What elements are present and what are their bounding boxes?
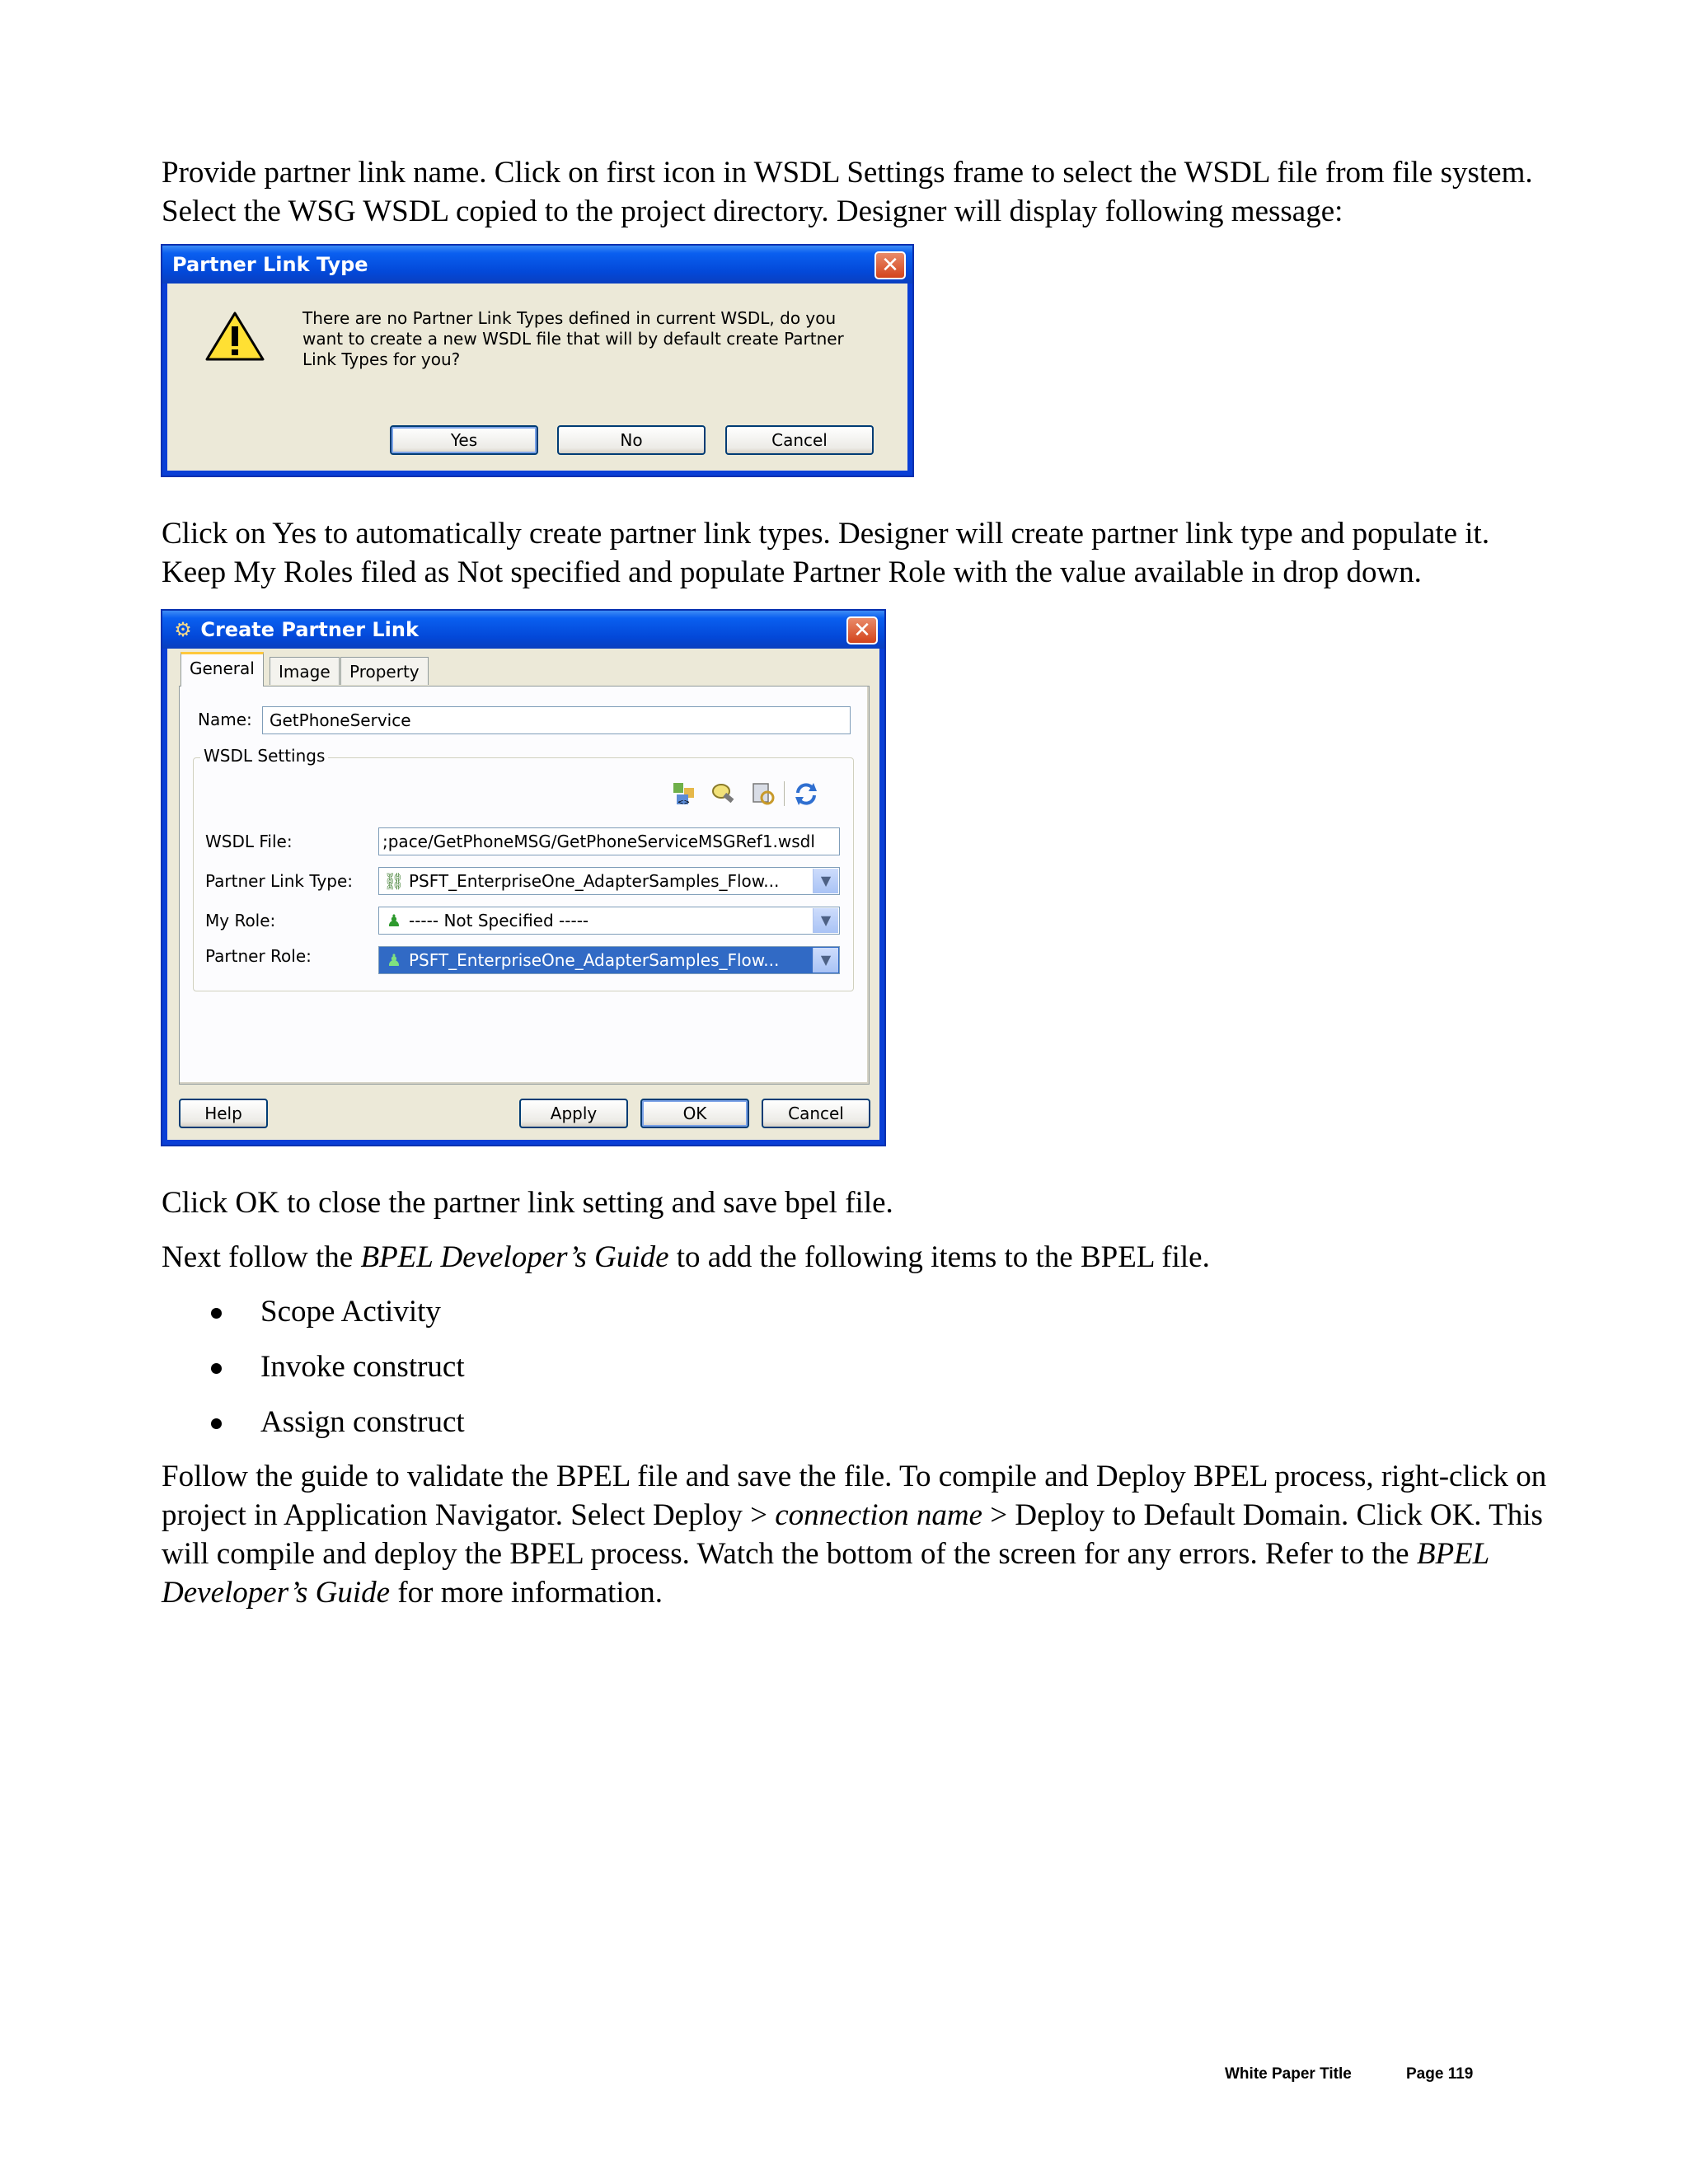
partner-link-type-dialog: [161, 244, 914, 477]
list-item: [162, 1347, 465, 1403]
partner-role-select[interactable]: [378, 946, 840, 974]
yes-button[interactable]: Yes: [390, 425, 538, 455]
dialog-message: There are no Partner Link Types defined in current WSDL, do you want to create a new WSDL file that will by default create Partner Link Types for you?: [302, 308, 844, 369]
role-person-icon: ♟: [387, 911, 401, 930]
partner-link-type-label: Partner Link Type:: [205, 871, 354, 891]
dialog-body: [167, 649, 879, 1140]
ok-button[interactable]: OK: [640, 1099, 749, 1128]
wsdl-file-label: WSDL File:: [205, 832, 293, 851]
my-role-value: ----- Not Specified -----: [409, 911, 589, 930]
tab-property[interactable]: Property: [340, 657, 429, 685]
app-icon: ⚙: [174, 618, 192, 641]
cancel-button[interactable]: Cancel: [762, 1099, 870, 1128]
connection-name: connection name: [775, 1498, 982, 1532]
fifth-paragraph: [162, 1457, 1563, 1612]
refresh-icon[interactable]: [792, 780, 820, 808]
help-button[interactable]: Help: [179, 1099, 268, 1128]
bullet-icon: [211, 1418, 222, 1429]
text-run: to add the following items to the BPEL file.: [668, 1240, 1210, 1274]
wsdl-settings-group: [193, 746, 854, 991]
wsdl-toolbar: [670, 780, 835, 809]
list-item-text: Scope Activity: [260, 1295, 441, 1329]
name-input[interactable]: GetPhoneService: [262, 706, 851, 734]
name-label: Name:: [198, 710, 252, 729]
close-icon[interactable]: ✕: [846, 616, 878, 644]
chevron-down-icon[interactable]: ▼: [813, 948, 838, 972]
footer-title: White Paper Title: [1225, 2065, 1352, 2083]
guide-title: BPEL Developer’s Guide: [162, 1537, 1489, 1610]
tab-image[interactable]: Image: [270, 657, 340, 685]
apply-button[interactable]: Apply: [519, 1099, 628, 1128]
text-run: Next follow the: [162, 1240, 361, 1274]
list-item: [162, 1292, 465, 1347]
intro-paragraph: Provide partner link name. Click on first icon in WSDL Settings frame to select the WSDL file from file system. Select the WSG WSDL copied to the project directory. Designer will display following message:: [162, 156, 1533, 228]
list-item: [162, 1403, 465, 1458]
cancel-button[interactable]: Cancel: [725, 425, 874, 455]
svg-text:<>: <>: [678, 799, 691, 807]
bullet-icon: [211, 1308, 222, 1319]
text-run: > Deploy to Default Domain. Click OK. This will compile and deploy the BPEL process. Watch the bottom of the screen for any errors. Refer to the: [162, 1498, 1543, 1571]
partner-link-type-select[interactable]: [378, 867, 840, 895]
service-explorer-icon[interactable]: [749, 780, 777, 808]
flashlight-icon[interactable]: [710, 780, 738, 808]
chevron-down-icon[interactable]: ▼: [813, 908, 838, 933]
list-item-text: Invoke construct: [260, 1350, 465, 1384]
partner-link-type-value: PSFT_EnterpriseOne_AdapterSamples_Flow...: [409, 871, 780, 891]
list-item-text: Assign construct: [260, 1405, 465, 1439]
group-label: WSDL Settings: [200, 746, 328, 766]
second-paragraph: Click on Yes to automatically create partner link types. Designer will create partner link type and populate it. Keep My Roles filed as Not specified and populate Partner Role with the value available in drop down.: [162, 517, 1490, 589]
dialog-titlebar[interactable]: [162, 611, 884, 649]
text-run: Follow the guide to validate the BPEL file and save the file. To compile and Deploy BPEL process, right-click on project in Application Navigator. Select Deploy >: [162, 1460, 1547, 1532]
close-icon[interactable]: ✕: [874, 251, 906, 279]
my-role-select[interactable]: [378, 907, 840, 935]
no-button[interactable]: No: [557, 425, 706, 455]
toolbar-separator: [784, 781, 785, 806]
partner-link-icon: ⛓: [383, 871, 405, 891]
browse-wsdl-icon[interactable]: [670, 780, 698, 808]
create-partner-link-dialog: [161, 609, 886, 1146]
third-paragraph: Click OK to close the partner link setting and save bpel file.: [162, 1186, 893, 1220]
dialog-title: Create Partner Link: [200, 618, 419, 641]
text-run: for more information.: [390, 1576, 663, 1610]
role-person-icon: ♟: [387, 950, 401, 970]
bullet-icon: [211, 1363, 222, 1374]
wsdl-file-input[interactable]: ;pace/GetPhoneMSG/GetPhoneServiceMSGRef1.wsdl: [378, 827, 840, 855]
warning-icon: [205, 310, 265, 363]
dialog-body: [167, 284, 907, 471]
partner-role-value: PSFT_EnterpriseOne_AdapterSamples_Flow...: [409, 950, 780, 970]
items-list: [162, 1292, 465, 1458]
tab-general[interactable]: General: [181, 652, 264, 687]
fourth-paragraph: [162, 1238, 1546, 1277]
guide-title: BPEL Developer’s Guide: [360, 1240, 669, 1274]
tab-panel: [179, 686, 870, 1085]
dialog-titlebar[interactable]: [162, 246, 912, 284]
page-number: Page 119: [1406, 2065, 1474, 2083]
chevron-down-icon[interactable]: ▼: [813, 869, 838, 893]
partner-role-label: Partner Role:: [205, 946, 312, 966]
dialog-title: Partner Link Type: [172, 253, 368, 276]
my-role-label: My Role:: [205, 911, 276, 930]
